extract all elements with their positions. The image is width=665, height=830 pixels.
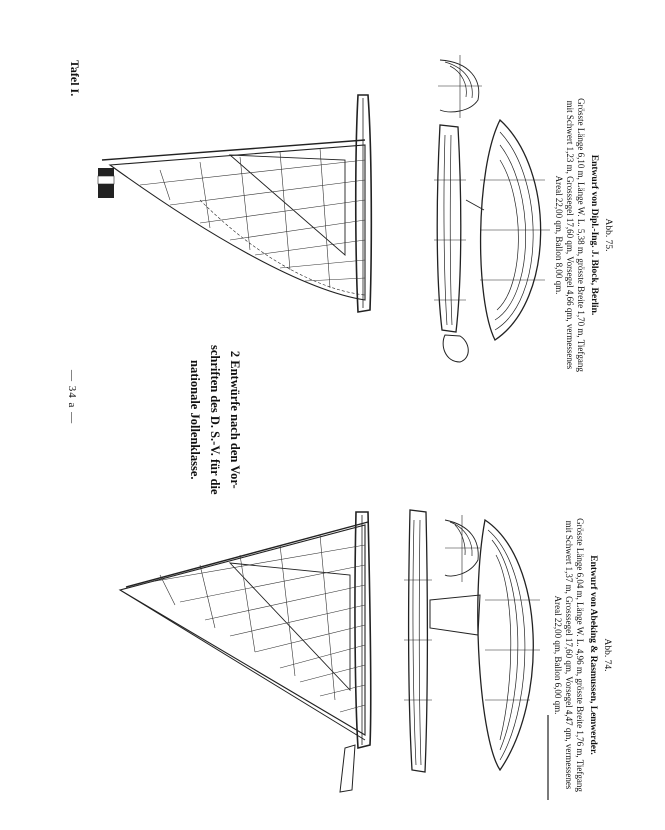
- lines-plan-75: [434, 55, 550, 362]
- lines-plan-74: [404, 510, 540, 772]
- designer-75: Entwurf von Dipl.-Ing. J. Block, Berlin.: [589, 154, 599, 316]
- page-number: — 34 a —: [66, 370, 78, 425]
- sail-plan-74: [120, 512, 371, 792]
- designer-74: Entwurf von Abeking & Rasmussen, Lemwerder.: [588, 555, 598, 755]
- caption-75: [553, 85, 613, 385]
- heading-line-1: 2 Entwürfe nach den Vor-: [228, 350, 242, 489]
- spec-74-line-2: mit Schwert 1,37 m, Grosssegel 17,60 qm, Vorsegel 4,47 qm, vermessenes: [564, 520, 574, 790]
- spec-75-line-3: Areal 22,00 qm, Ballon 8,00 qm.: [554, 175, 564, 295]
- spec-75-line-2: mit Schwert 1,23 m, Grosssegel 17,60 qm, Vorsegel 4,66 qm, vermessenes: [565, 100, 575, 370]
- figure-label-75: Abb. 75.: [603, 218, 613, 252]
- caption-74: [552, 505, 612, 805]
- heading-line-3: nationale Jollenklasse.: [188, 360, 202, 480]
- heading-line-2: schriften des D. S.-V. für die: [208, 345, 222, 495]
- figure-label-74: Abb. 74.: [602, 638, 612, 672]
- plate-label: Tafel I.: [68, 60, 82, 97]
- spec-75-line-1: Grösste Länge 6,10 m, Länge W. L. 5,38 m, grösste Breite 1,70 m, Tiefgang: [576, 98, 586, 372]
- spec-74-line-3: Areal 22,00 qm, Ballon 6,00 qm.: [553, 595, 563, 715]
- sail-plan-75: [98, 95, 371, 312]
- spec-74-line-1: Grösste Länge 6,04 m, Länge W. L. 4,96 m, grösste Breite 1,76 m, Tiefgang: [575, 518, 585, 792]
- section-heading: [185, 345, 245, 495]
